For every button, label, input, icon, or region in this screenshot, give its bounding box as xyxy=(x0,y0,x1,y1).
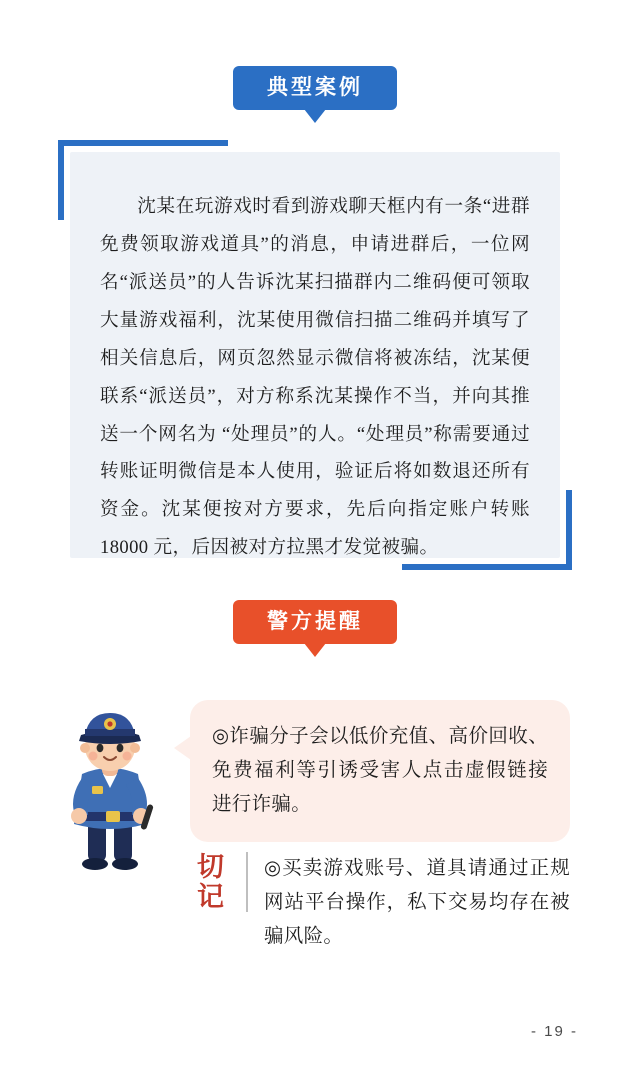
case-badge-wrap xyxy=(0,66,630,110)
case-border-right xyxy=(566,490,572,570)
case-card xyxy=(58,140,572,570)
case-body-text: 沈某在玩游戏时看到游戏聊天框内有一条“进群免费领取游戏道具”的消息，申请进群后，一位网名“派送员”的人告诉沈某扫描群内二维码便可领取大量游戏福利，沈某使用微信扫描二维码并填写了相关信息后，网页忽然显示微信将被冻结，沈某便联系“派送员”，对方称系沈某操作不当，并向其推送一个网名为 “处理员”的人。“处理员”称需要通过转账证明微信是本人使用，验证后将如数退还所有资金。沈某便按对方要求，先后向指定账户转账 18000 元，后因被对方拉黑才发觉被骗。 xyxy=(100,196,530,559)
remember-seal-label: 切记 xyxy=(190,852,248,912)
remember-block xyxy=(190,852,570,954)
police-tip-badge-label: 警方提醒 xyxy=(267,610,363,633)
police-tip-badge xyxy=(233,600,397,644)
case-border-left xyxy=(58,140,64,220)
police-officer-icon xyxy=(40,700,180,870)
police-tip-badge-wrap xyxy=(0,600,630,644)
case-badge-label: 典型案例 xyxy=(267,76,363,99)
case-badge xyxy=(233,66,397,110)
tip-speech-bubble xyxy=(190,700,570,842)
tip-bubble-text: ◎诈骗分子会以低价充值、高价回收、免费福利等引诱受害人点击虚假链接进行诈骗。 xyxy=(212,726,548,815)
page-number: - 19 - xyxy=(530,1023,578,1040)
remember-text: ◎买卖游戏账号、道具请通过正规网站平台操作，私下交易均存在被骗风险。 xyxy=(264,858,570,947)
case-border-top xyxy=(58,140,228,146)
